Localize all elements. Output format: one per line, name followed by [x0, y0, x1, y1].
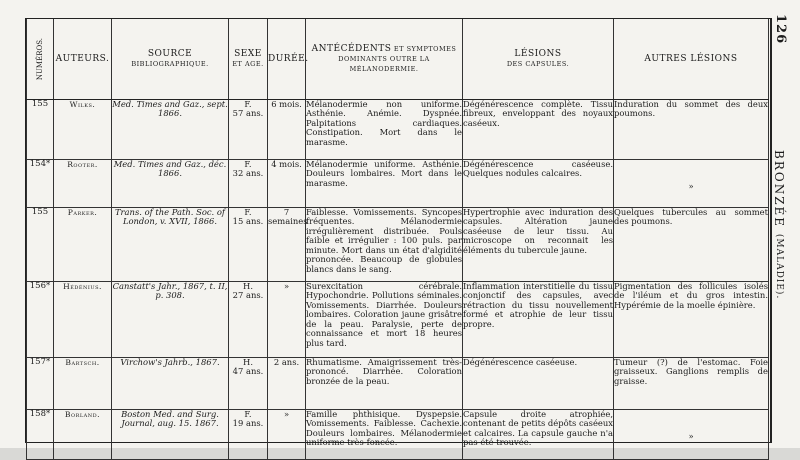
cases-table: [26, 19, 769, 460]
case-source: Canstatt's Jahr., 1867, t. II, p. 308.: [112, 281, 229, 357]
header-row: [27, 19, 769, 99]
case-source: Med. Times and Gaz., déc. 1866.: [112, 159, 229, 207]
header-auteurs: AUTEURS.: [54, 19, 112, 99]
table-row: [27, 159, 769, 207]
case-duration: 2 ans.: [268, 357, 306, 409]
case-number: 155: [27, 99, 54, 159]
case-other-lesions: Tumeur (?) de l'estomac. Foie graisseux. Ganglions remplis de graisse.: [614, 357, 769, 409]
case-number: 156*: [27, 281, 54, 357]
case-number: 157*: [27, 357, 54, 409]
case-capsule-lesions: Dégénérescence caséeuse.: [463, 357, 614, 409]
case-duration: »: [268, 281, 306, 357]
header-sexe: SEXE ET AGE.: [229, 19, 268, 99]
case-antecedents: Famille phthisique. Dyspepsie. Vomissements. Faiblesse. Cachexie. Douleurs lombaires. Mélanodermie uniforme très-foncée.: [306, 409, 463, 459]
header-antecedents: ANTÉCÉDENTS ET SYMPTOMES DOMINANTS OUTRE LA MÉLANODERMIE.: [306, 19, 463, 99]
case-other-lesions: »: [614, 159, 769, 207]
case-author: Bartsch.: [54, 357, 112, 409]
case-capsule-lesions: Hypertrophie avec induration des capsules. Altération jaune caséeuse de leur tissu. Au microscope on reconnait les éléments du tubercule jaune.: [463, 207, 614, 281]
case-antecedents: Surexcitation cérébrale. Hypochondrie. Pollutions séminales. Vomissements. Diarrhée. Douleurs lombaires. Coloration jaune grisâtre de la peau. Paralysie, perte de connaissance et mort 18 heures plus tard.: [306, 281, 463, 357]
case-capsule-lesions: Dégénérescence complète. Tissu fibreux, enveloppant des noyaux caséeux.: [463, 99, 614, 159]
header-numeros: NUMÉROS.: [27, 19, 54, 99]
case-duration: 7 semaines: [268, 207, 306, 281]
table-row: [27, 207, 769, 281]
case-source: Med. Times and Gaz., sept. 1866.: [112, 99, 229, 159]
case-author: Wilks.: [54, 99, 112, 159]
case-source: Trans. of the Path. Soc. of London, v. XVII, 1866.: [112, 207, 229, 281]
case-author: Borland.: [54, 409, 112, 459]
case-number: 158*: [27, 409, 54, 459]
case-sex-age: F. 19 ans.: [229, 409, 268, 459]
case-author: Parker.: [54, 207, 112, 281]
case-sex-age: F. 15 ans.: [229, 207, 268, 281]
case-other-lesions: »: [614, 409, 769, 459]
running-head-main: BRONZÉE: [772, 150, 786, 229]
case-sex-age: H. 47 ans.: [229, 357, 268, 409]
table-row: [27, 99, 769, 159]
case-capsule-lesions: Dégénérescence caséeuse. Quelques nodules calcaires.: [463, 159, 614, 207]
case-number: 154*: [27, 159, 54, 207]
case-author: Hédénius.: [54, 281, 112, 357]
header-duree: DURÉE.: [268, 19, 306, 99]
case-other-lesions: Pigmentation des follicules isolés de l'iléum et du gros intestin. Hypérémie de la moelle épinière.: [614, 281, 769, 357]
case-sex-age: F. 32 ans.: [229, 159, 268, 207]
page-number: 126: [773, 14, 788, 45]
header-source: SOURCE BIBLIOGRAPHIQUE.: [112, 19, 229, 99]
table-row: [27, 409, 769, 459]
case-author: Rooter.: [54, 159, 112, 207]
case-antecedents: Faiblesse. Vomissements. Syncopes fréquentes. Mélanodermie irrégulièrement distribuée. Pouls faible et irrégulier : 100 puls. par minute. Mort dans un état d'algidité prononcée. Beaucoup de globules blancs dans le sang.: [306, 207, 463, 281]
case-other-lesions: Induration du sommet des deux poumons.: [614, 99, 769, 159]
header-autres-lesions: AUTRES LÉSIONS: [614, 19, 769, 99]
case-source: Virchow's Jahrb., 1867.: [112, 357, 229, 409]
case-antecedents: Rhumatisme. Amaigrissement très-prononcé. Diarrhée. Coloration bronzée de la peau.: [306, 357, 463, 409]
running-head: [772, 150, 786, 299]
case-antecedents: Mélanodermie non uniforme. Asthénie. Anémie. Dyspnée. Palpitations cardiaques. Constipation. Mort dans le marasme.: [306, 99, 463, 159]
header-lesions: LÉSIONS DES CAPSULES.: [463, 19, 614, 99]
running-head-sub: (MALADIE).: [774, 233, 784, 300]
case-duration: 4 mois.: [268, 159, 306, 207]
case-sex-age: F. 57 ans.: [229, 99, 268, 159]
case-antecedents: Mélanodermie uniforme. Asthénie. Douleurs lombaires. Mort dans le marasme.: [306, 159, 463, 207]
case-duration: 6 mois.: [268, 99, 306, 159]
case-capsule-lesions: Inflammation interstitielle du tissu conjonctif des capsules, avec rétraction du tissu nouvellement formé et atrophie de leur tissu propre.: [463, 281, 614, 357]
case-other-lesions: Quelques tubercules au sommet des poumons.: [614, 207, 769, 281]
case-sex-age: H. 27 ans.: [229, 281, 268, 357]
case-number: 155: [27, 207, 54, 281]
case-duration: »: [268, 409, 306, 459]
table-row: [27, 357, 769, 409]
case-capsule-lesions: Capsule droite atrophiée, contenant de petits dépôts caséeux et calcaires. La capsule gauche n'a pas été trouvée.: [463, 409, 614, 459]
table-row: [27, 281, 769, 357]
case-source: Boston Med. and Surg. Journal, aug. 15. 1867.: [112, 409, 229, 459]
